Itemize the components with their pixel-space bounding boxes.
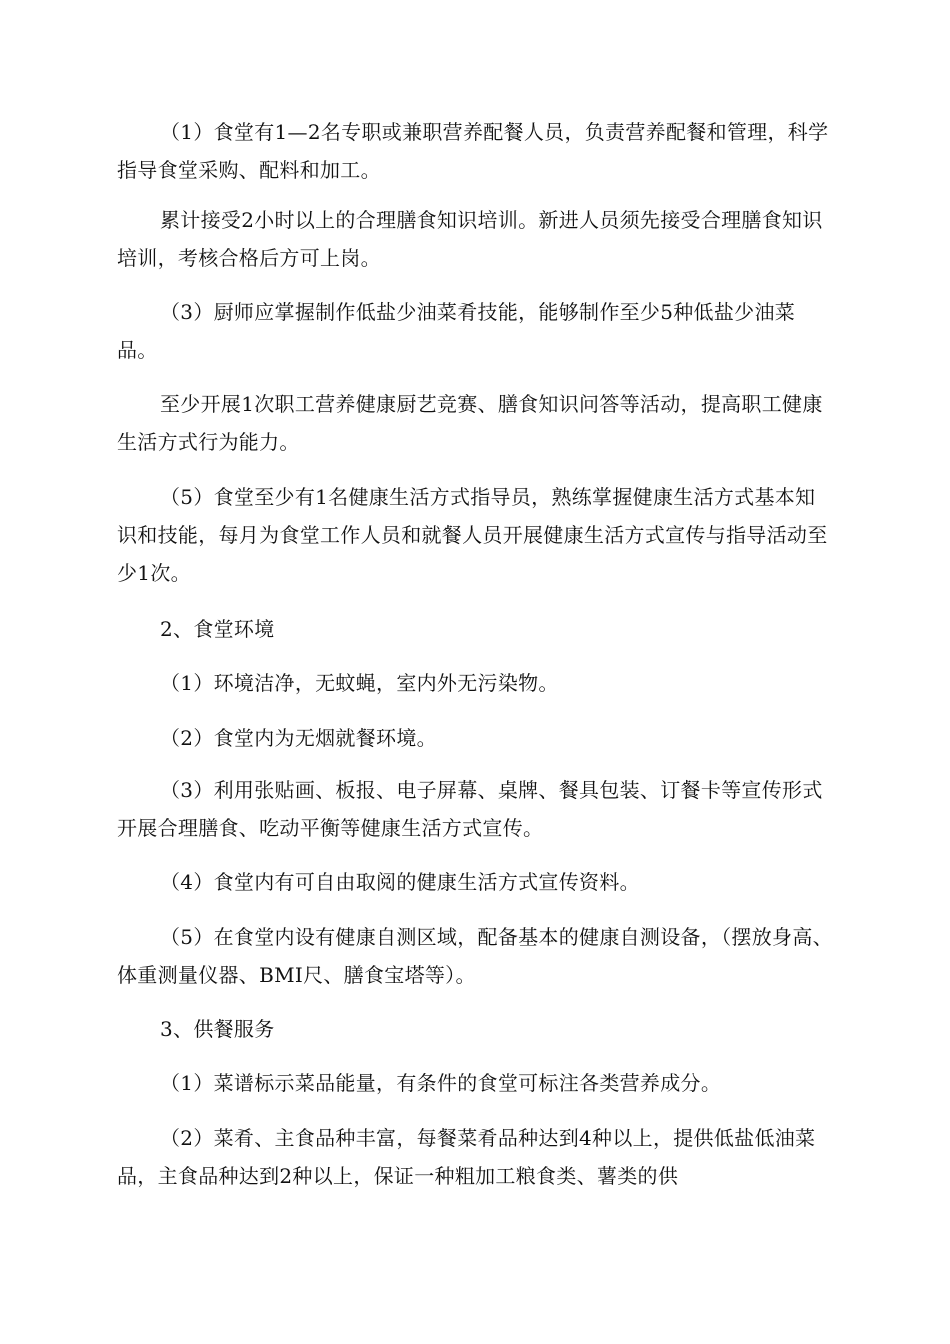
paragraph-staff-4: 至少开展1次职工营养健康厨艺竞赛、膳食知识问答等活动，提高职工健康生活方式行为能力。: [117, 392, 823, 454]
paragraph-staff-3: （3）厨师应掌握制作低盐少油菜肴技能，能够制作至少5种低盐少油菜品。: [117, 300, 796, 362]
paragraph-staff-1: （1）食堂有1—2名专职或兼职营养配餐人员，负责营养配餐和管理，科学指导食堂采购、配料和加工。: [117, 120, 829, 182]
section-heading-environment: 2、食堂环境: [160, 617, 275, 641]
paragraph-env-5: （5）在食堂内设有健康自测区域，配备基本的健康自测设备，（摆放身高、体重测量仪器、BMI尺、膳食宝塔等）。: [117, 925, 833, 987]
paragraph-staff-2: 累计接受2小时以上的合理膳食知识培训。新进人员须先接受合理膳食知识培训，考核合格后方可上岗。: [117, 208, 823, 270]
paragraph-env-4: （4）食堂内有可自由取阅的健康生活方式宣传资料。: [160, 870, 640, 894]
section-heading-service: 3、供餐服务: [160, 1017, 275, 1041]
paragraph-env-2: （2）食堂内为无烟就餐环境。: [160, 726, 437, 750]
paragraph-env-1: （1）环境洁净，无蚊蝇，室内外无污染物。: [160, 671, 559, 695]
paragraph-service-2: （2）菜肴、主食品种丰富，每餐菜肴品种达到4种以上，提供低盐低油菜品，主食品种达到2种以上，保证一种粗加工粮食类、薯类的供: [117, 1126, 816, 1188]
paragraph-staff-5: （5）食堂至少有1名健康生活方式指导员，熟练掌握健康生活方式基本知识和技能，每月为食堂工作人员和就餐人员开展健康生活方式宣传与指导活动至少1次。: [117, 485, 828, 585]
paragraph-service-1: （1）菜谱标示菜品能量，有条件的食堂可标注各类营养成分。: [160, 1071, 722, 1095]
paragraph-env-3: （3）利用张贴画、板报、电子屏幕、桌牌、餐具包装、订餐卡等宣传形式开展合理膳食、吃动平衡等健康生活方式宣传。: [117, 778, 823, 840]
